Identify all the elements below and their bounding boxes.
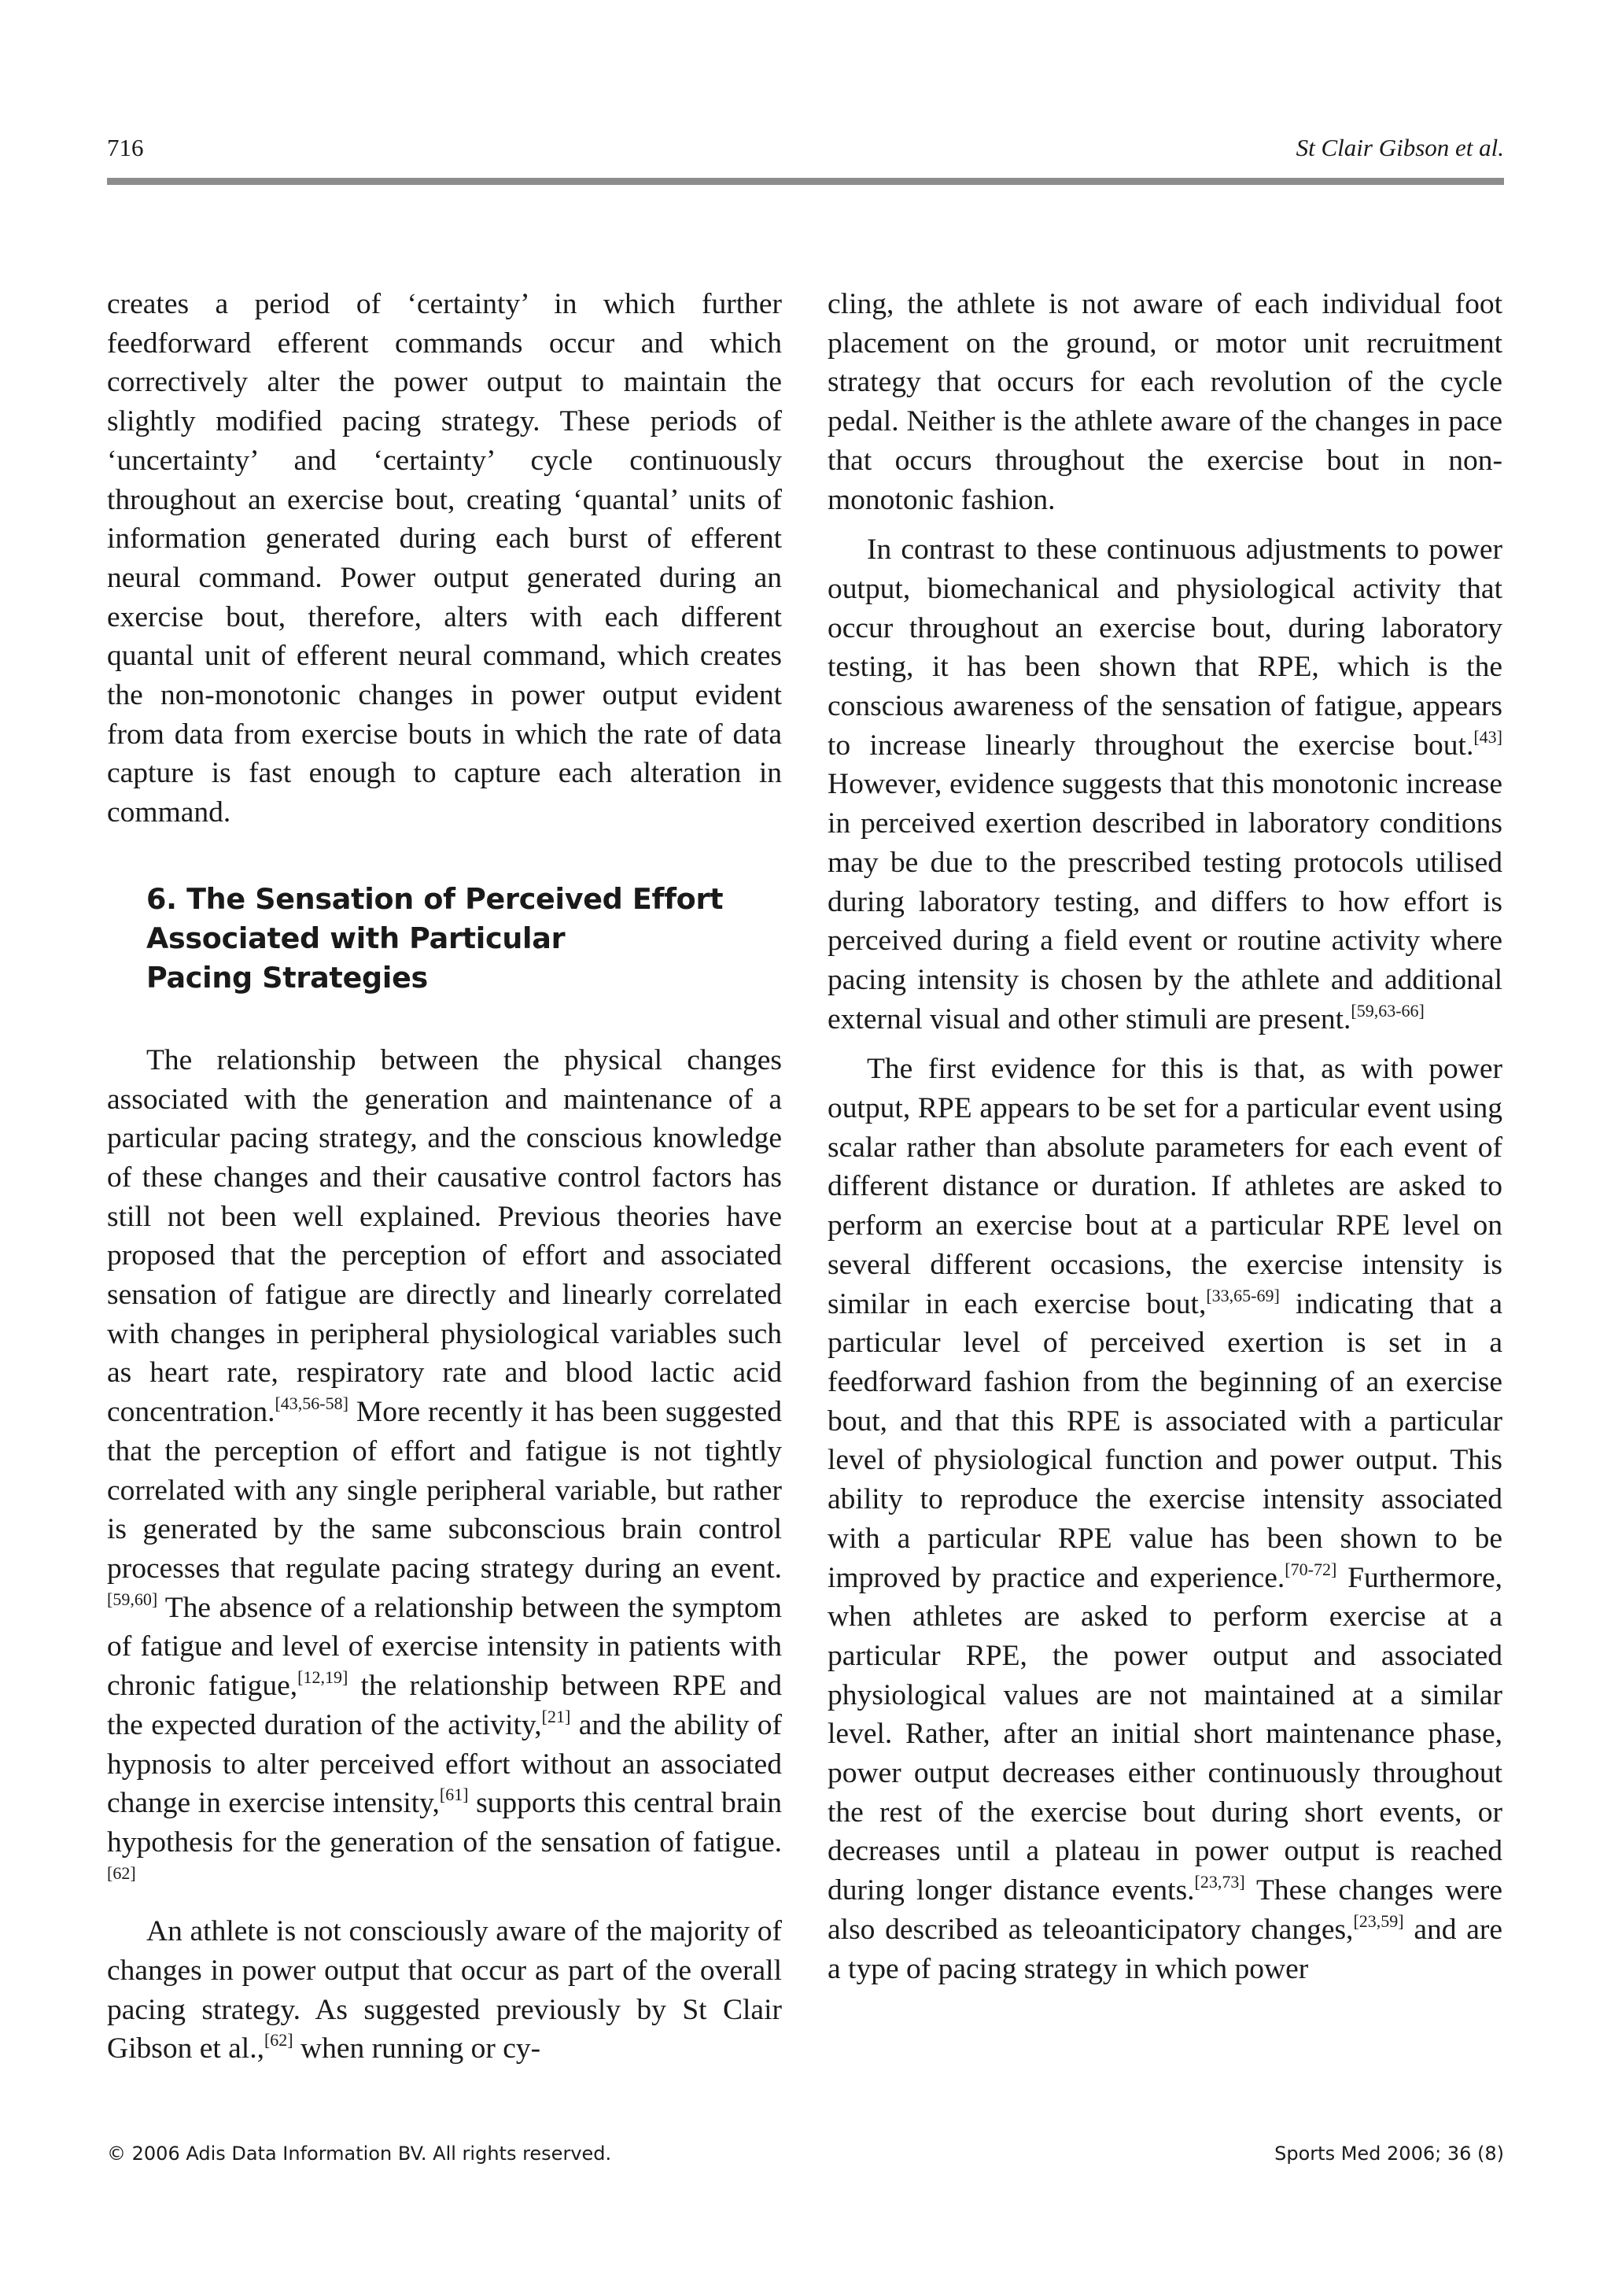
paragraph-text: indicating that a particular level of perceived exertion is set in a feedforward fashion from the beginning of an exercise bout, and that this RPE is associated with a particular level of physiological function and power output. This ability to reproduce the exercise intensity associated with a particular RPE value has been shown to be improved by practice and experience. (828, 1287, 1502, 1594)
paragraph-text: and the ability of hypnosis to alter perceived effort without an associated change in exercise intensity, (107, 1708, 783, 1820)
running-head (107, 134, 1504, 173)
citation: [61] (439, 1785, 469, 1805)
page-number: 716 (107, 134, 144, 161)
citation: [62] (264, 2030, 293, 2051)
paragraph-text: supports this central brain hypothesis for the generation of the sensation of fatigue. (107, 1787, 782, 1859)
paragraph (828, 530, 1502, 1039)
paragraph-text: These changes were also described as teleoanticipatory changes, (828, 1874, 1502, 1946)
citation: [12,19] (297, 1667, 348, 1688)
paragraph-text: An athlete is not consciously aware of the majority of changes in power output that occur as part of the overall pacing strategy. As suggested previously by St Clair Gibson et al., (107, 1915, 782, 2065)
paragraph: creates a period of ‘certainty’ in which further feedforward efferent commands occur and which correctively alter the power output to maintain the slightly modified pacing strategy. These periods of ‘uncertainty’ and ‘certainty’ cycle continuously throughout an exercise bout, creating ‘quantal’ units of information generated during each burst of efferent neural command. Power output generated during an exercise bout, therefore, alters with each different quantal unit of efferent neural command, which creates the non-monotonic changes in power output evident from data from exercise bouts in which the rate of data capture is fast enough to capture each alteration in command. (107, 288, 782, 829)
citation: [62] (107, 1862, 136, 1883)
paragraph-text: The absence of a relationship between the symptom of fatigue and level of exercise intensity in patients with chronic fatigue, (107, 1591, 782, 1703)
paragraph-text: In contrast to these continuous adjustments to power output, biomechanical and physiological activity that occur throughout an exercise bout, during laboratory testing, it has been shown that RPE, which is the conscious awareness of the sensation of fatigue, appears to increase linearly throughout the exercise bout. (828, 533, 1502, 762)
left-column (107, 285, 782, 2069)
paragraph-text: and are a type of pacing strategy in which power (828, 1913, 1503, 1985)
paragraph-text: The first evidence for this is that, as with power output, RPE appears to be set for a particular event using scalar rather than absolute parameters for each event of different distance or duration. If athletes are asked to perform an exercise bout at a particular RPE level on several different occasions, the exercise intensity is similar in each exercise bout, (828, 1053, 1502, 1320)
paragraph (107, 1912, 782, 2069)
running-head-authors: St Clair Gibson et al. (1296, 134, 1504, 161)
paragraph: cling, the athlete is not aware of each individual foot placement on the ground, or motor unit recruitment strategy that occurs for each revolution of the cycle pedal. Neither is the athlete aware of the changes in pace that occurs throughout the exercise bout in non-monotonic fashion. (828, 288, 1502, 516)
paragraph (107, 1041, 782, 1901)
paragraph-text: Furthermore, when athletes are asked to perform exercise at a particular RPE, the power output and associated physiological values are not maintained at a similar level. Rather, after an initial short maintenance phase, power output decreases either continuously throughout the rest of the exercise bout during short events, or decreases until a plateau in power output is reached during longer distance events. (828, 1561, 1502, 1907)
paragraph-text: However, evidence suggests that this monotonic increase in perceived exertion described in laboratory conditions may be due to the prescribed testing protocols utilised during laboratory testing, and differs to how effort is perceived during a field event or routine activity where pacing intensity is chosen by the athlete and additional external visual and other stimuli are present. (828, 768, 1502, 1035)
paragraph-text: the relationship between RPE and the expected duration of the activity, (107, 1670, 782, 1741)
paragraph-text: when running or cy- (293, 2032, 541, 2065)
right-column (828, 285, 1502, 1988)
journal-citation: Sports Med 2006; 36 (8) (1274, 2143, 1504, 2165)
citation: [33,65-69] (1206, 1285, 1280, 1305)
citation: [43,56-58] (275, 1393, 348, 1414)
section-heading-line: Pacing Strategies (146, 960, 428, 995)
citation: [59,63-66] (1351, 1000, 1425, 1021)
citation: [43] (1473, 726, 1502, 747)
citation: [23,73] (1194, 1872, 1245, 1892)
section-heading-line: Associated with Particular (146, 921, 566, 955)
paragraph-text: More recently it has been suggested that the perception of effort and fatigue is not tightly correlated with any single peripheral variable, but rather is generated by the same subconscious brain control processes that regulate pacing strategy during an event. (107, 1396, 782, 1585)
section-heading-line: 6. The Sensation of Perceived Effort (146, 881, 724, 916)
citation: [21] (541, 1706, 571, 1726)
copyright-notice: © 2006 Adis Data Information BV. All rights reserved. (107, 2143, 612, 2165)
header-rule (107, 178, 1504, 185)
section-heading (146, 880, 782, 998)
citation: [70-72] (1285, 1559, 1337, 1579)
paragraph-text: The relationship between the physical changes associated with the generation and maintenance of a particular pacing strategy, and the conscious knowledge of these changes and their causative control factors has still not been well explained. Previous theories have proposed that the perception of effort and associated sensation of fatigue are directly and linearly correlated with changes in peripheral physiological variables such as heart rate, respiratory rate and blood lactic acid concentration. (107, 1043, 782, 1429)
paragraph (828, 1050, 1502, 1988)
citation: [59,60] (107, 1589, 158, 1609)
citation: [23,59] (1353, 1910, 1404, 1931)
